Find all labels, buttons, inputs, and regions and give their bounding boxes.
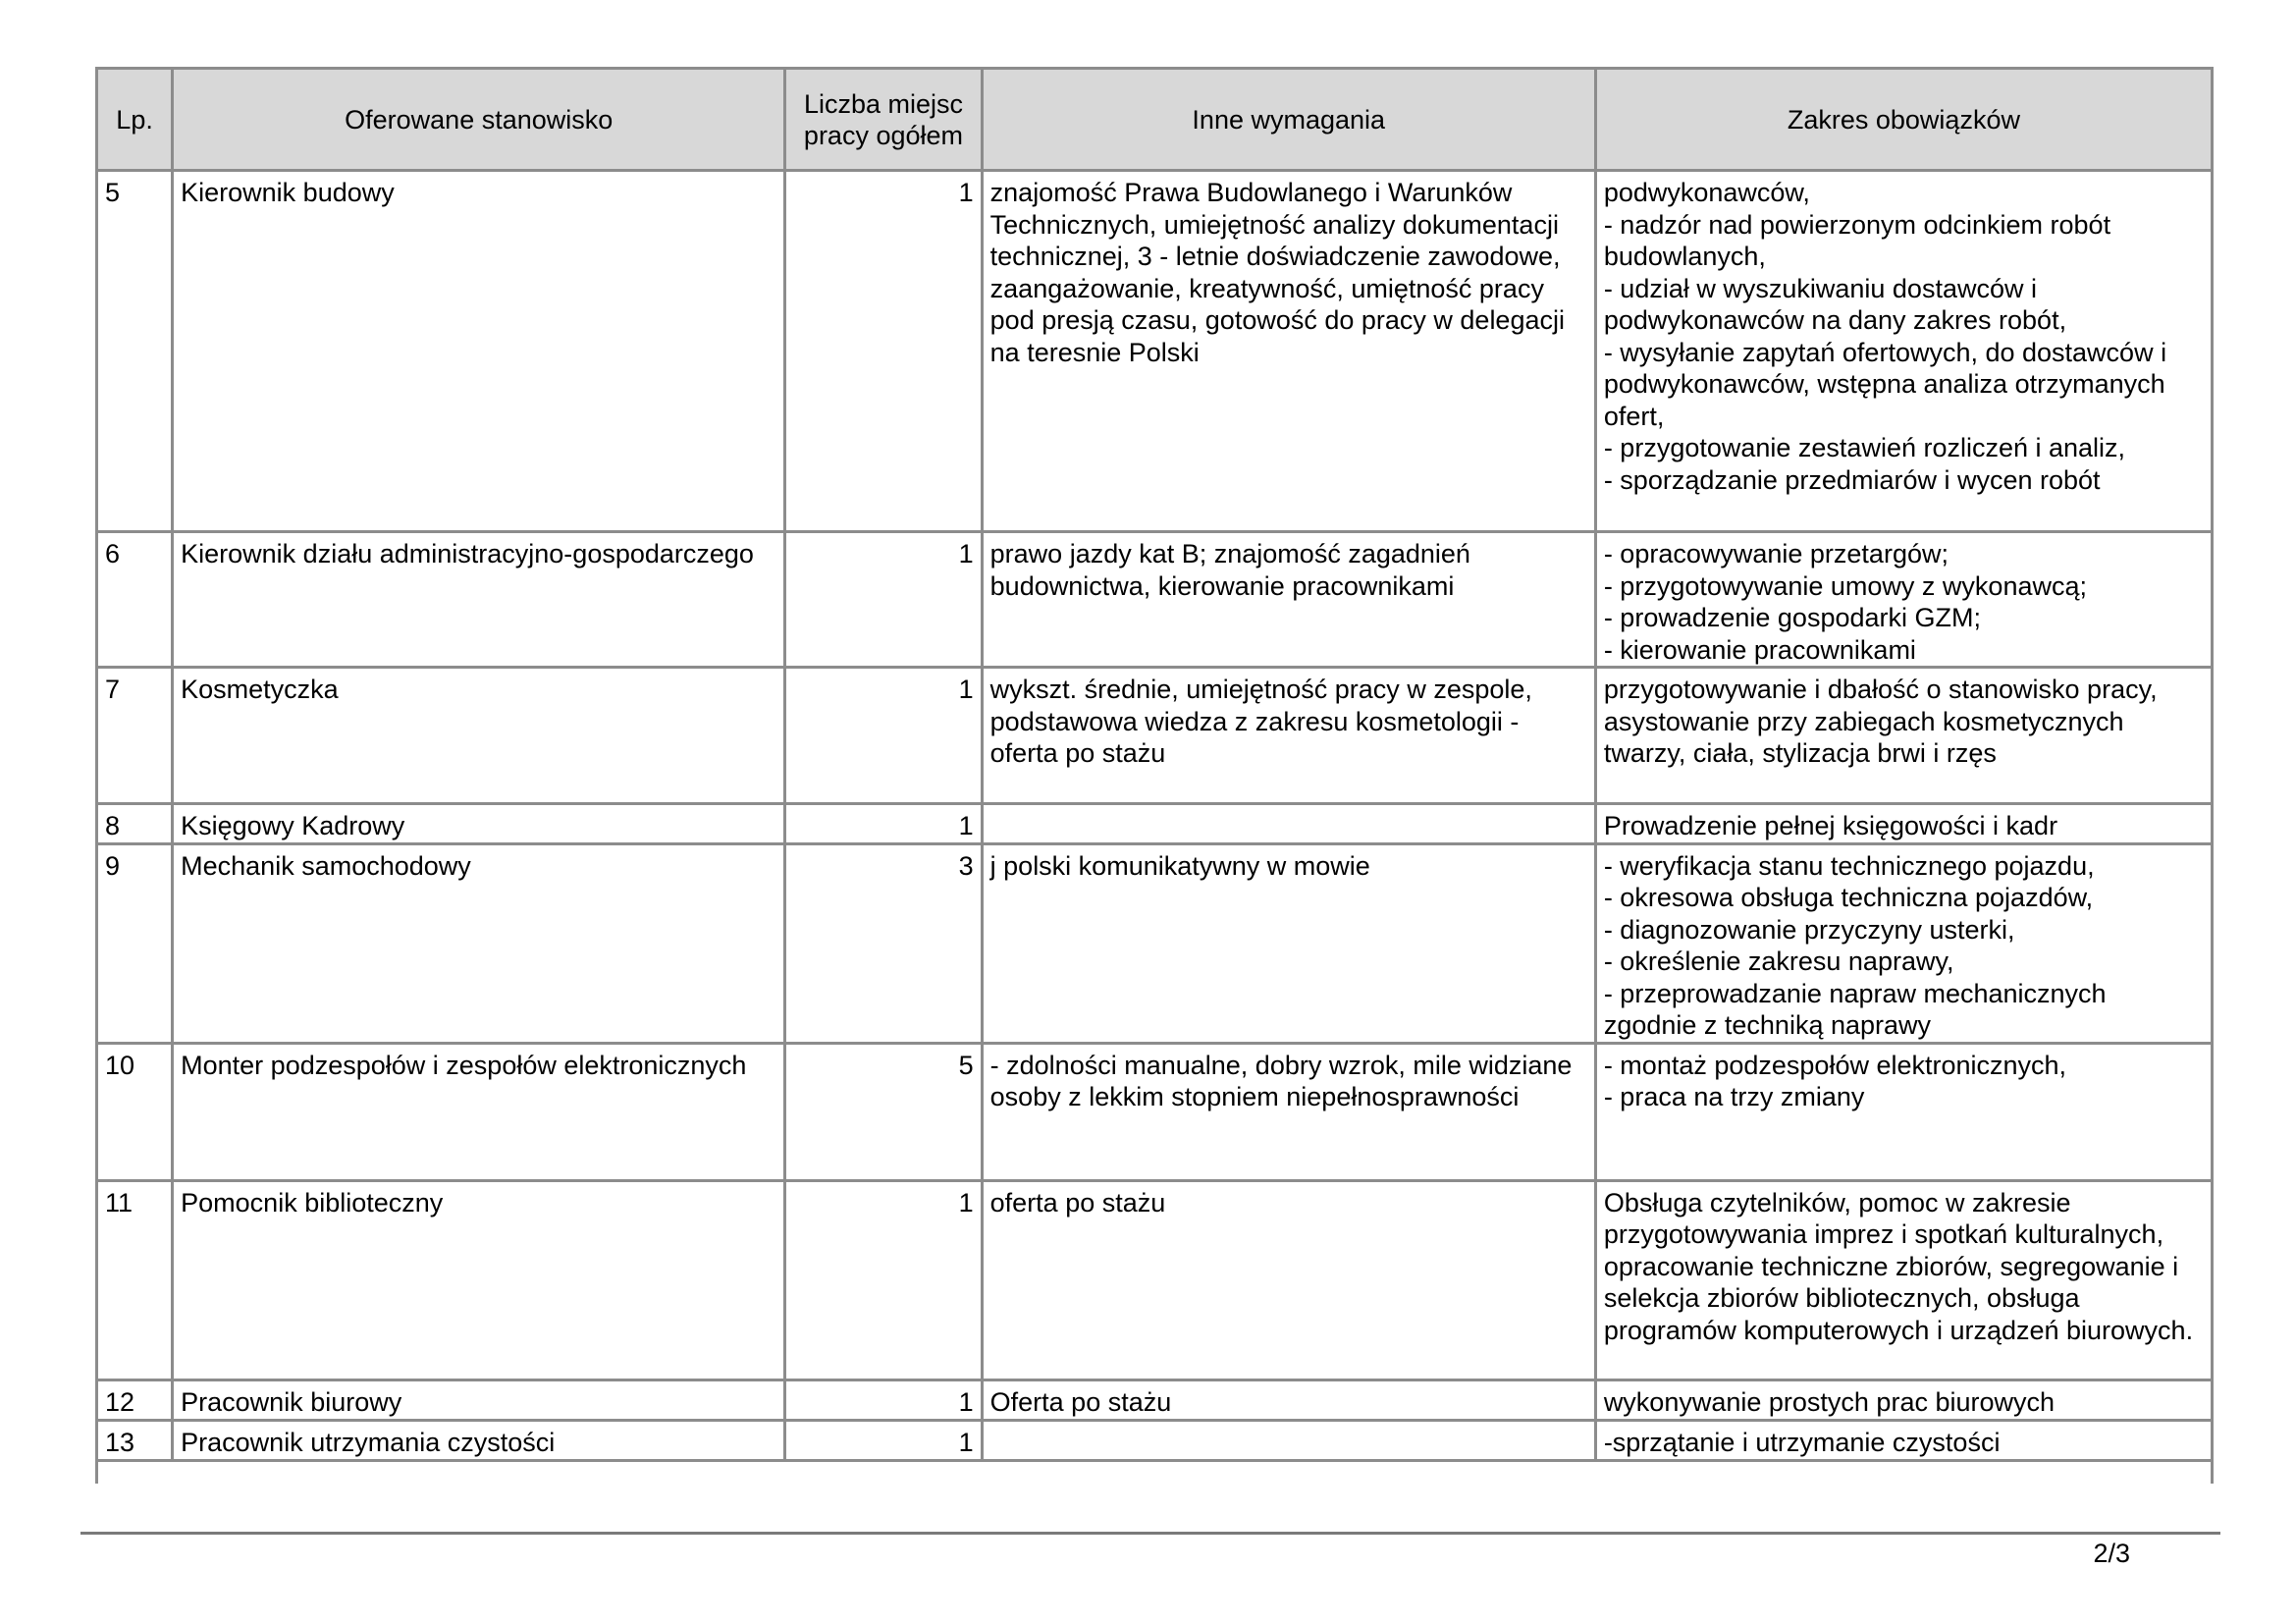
cell-count: 1 — [785, 1420, 982, 1460]
cell-count: 1 — [785, 804, 982, 844]
cell-lp: 13 — [97, 1420, 173, 1460]
cell-position: Pomocnik biblioteczny — [173, 1180, 785, 1380]
footer-divider — [80, 1532, 2220, 1535]
table-row — [97, 1043, 2213, 1180]
cell-requirements: Oferta po stażu — [982, 1380, 1595, 1420]
cell-count: 1 — [785, 668, 982, 804]
cell-position: Księgowy Kadrowy — [173, 804, 785, 844]
cell-position: Monter podzespołów i zespołów elektronicznych — [173, 1043, 785, 1180]
cell-count: 1 — [785, 1380, 982, 1420]
cell-lp: 5 — [97, 171, 173, 532]
table-continuation-row — [97, 1460, 2213, 1484]
cell-position: Kosmetyczka — [173, 668, 785, 804]
table-row — [97, 1380, 2213, 1420]
table-continuation-cell — [97, 1460, 2213, 1484]
table-row — [97, 171, 2213, 532]
cell-count: 5 — [785, 1043, 982, 1180]
cell-count: 3 — [785, 843, 982, 1043]
cell-lp: 12 — [97, 1380, 173, 1420]
header-lp: Lp. — [97, 69, 173, 171]
cell-duties: -sprzątanie i utrzymanie czystości — [1595, 1420, 2212, 1460]
cell-position: Pracownik biurowy — [173, 1380, 785, 1420]
cell-requirements: znajomość Prawa Budowlanego i Warunków Technicznych, umiejętność analizy dokumentacji technicznej, 3 - letnie doświadczenie zawodowe, zaangażowanie, kreatywność, umiętność pracy pod presją czasu, gotowość do pracy w delegacji na teresnie Polski — [982, 171, 1595, 532]
cell-duties: podwykonawców, - nadzór nad powierzonym odcinkiem robót budowlanych, - udział w wyszukiwaniu dostawców i podwykonawców na dany zakres robót, - wysyłanie zapytań ofertowych, do dostawców i podwykonawców, wstępna analiza otrzymanych ofert, - przygotowanie zestawień rozliczeń i analiz, - sporządzanie przedmiarów i wycen robót — [1595, 171, 2212, 532]
cell-lp: 7 — [97, 668, 173, 804]
cell-requirements: prawo jazdy kat B; znajomość zagadnień budownictwa, kierowanie pracownikami — [982, 532, 1595, 668]
cell-duties: - weryfikacja stanu technicznego pojazdu, - okresowa obsługa techniczna pojazdów, - diagnozowanie przyczyny usterki, - określenie zakresu naprawy, - przeprowadzanie napraw mechanicznych zgodnie z techniką naprawy — [1595, 843, 2212, 1043]
cell-position: Kierownik działu administracyjno-gospodarczego — [173, 532, 785, 668]
table-row — [97, 1180, 2213, 1380]
cell-lp: 10 — [97, 1043, 173, 1180]
header-position: Oferowane stanowisko — [173, 69, 785, 171]
cell-duties: Obsługa czytelników, pomoc w zakresie przygotowywania imprez i spotkań kulturalnych, opracowanie techniczne zbiorów, segregowanie i selekcja zbiorów bibliotecznych, obsługa programów komputerowych i urządzeń biurowych. — [1595, 1180, 2212, 1380]
cell-requirements: wykszt. średnie, umiejętność pracy w zespole, podstawowa wiedza z zakresu kosmetologii - oferta po stażu — [982, 668, 1595, 804]
cell-position: Mechanik samochodowy — [173, 843, 785, 1043]
table-row — [97, 1420, 2213, 1460]
cell-position: Kierownik budowy — [173, 171, 785, 532]
cell-duties: - opracowywanie przetargów; - przygotowywanie umowy z wykonawcą; - prowadzenie gospodarki GZM; - kierowanie pracownikami — [1595, 532, 2212, 668]
job-offers-table — [95, 67, 2214, 1484]
table-row — [97, 804, 2213, 844]
header-count: Liczba miejsc pracy ogółem — [785, 69, 982, 171]
cell-count: 1 — [785, 1180, 982, 1380]
cell-duties: - montaż podzespołów elektronicznych, - praca na trzy zmiany — [1595, 1043, 2212, 1180]
cell-requirements: - zdolności manualne, dobry wzrok, mile widziane osoby z lekkim stopniem niepełnosprawności — [982, 1043, 1595, 1180]
cell-lp: 9 — [97, 843, 173, 1043]
cell-count: 1 — [785, 171, 982, 532]
cell-position: Pracownik utrzymania czystości — [173, 1420, 785, 1460]
cell-requirements — [982, 804, 1595, 844]
table-row — [97, 532, 2213, 668]
cell-count: 1 — [785, 532, 982, 668]
cell-duties: Prowadzenie pełnej księgowości i kadr — [1595, 804, 2212, 844]
header-duties: Zakres obowiązków — [1595, 69, 2212, 171]
cell-requirements: j polski komunikatywny w mowie — [982, 843, 1595, 1043]
cell-duties: wykonywanie prostych prac biurowych — [1595, 1380, 2212, 1420]
cell-duties: przygotowywanie i dbałość o stanowisko pracy, asystowanie przy zabiegach kosmetycznych twarzy, ciała, stylizacja brwi i rzęs — [1595, 668, 2212, 804]
cell-lp: 11 — [97, 1180, 173, 1380]
table-row — [97, 843, 2213, 1043]
cell-lp: 8 — [97, 804, 173, 844]
cell-requirements — [982, 1420, 1595, 1460]
page-number: 2/3 — [2093, 1539, 2130, 1568]
cell-lp: 6 — [97, 532, 173, 668]
cell-requirements: oferta po stażu — [982, 1180, 1595, 1380]
table-header-row — [97, 69, 2213, 171]
header-requirements: Inne wymagania — [982, 69, 1595, 171]
table-row — [97, 668, 2213, 804]
